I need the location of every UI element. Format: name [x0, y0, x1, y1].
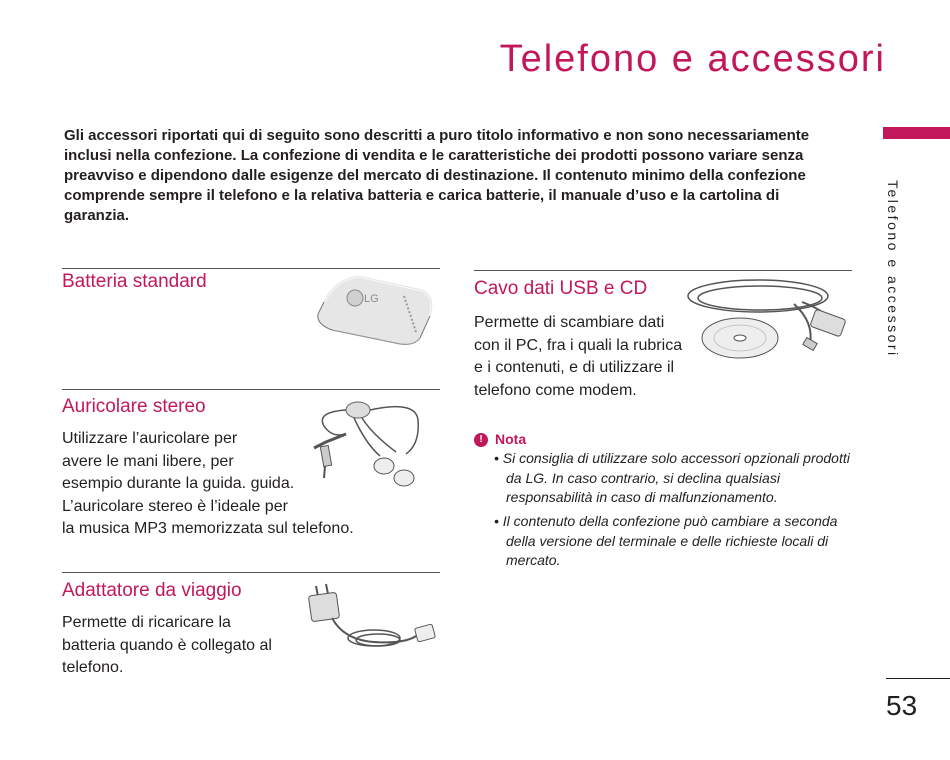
page-number: 53 [886, 690, 918, 721]
side-section-label: Telefono e accessori [885, 180, 901, 358]
earphone-illustration [306, 394, 438, 494]
earphone-line: la musica MP3 memorizzata sul telefono. [62, 520, 354, 537]
heading-usb-cable: Cavo dati USB e CD [474, 278, 648, 299]
charger-line: Permette di ricaricare la [62, 614, 231, 631]
earphone-line: avere le mani libere, per [62, 452, 234, 470]
heading-earphone: Auricolare stereo [62, 396, 206, 417]
note-item: • Si consiglia di utilizzare solo accessori opzionali prodotti da LG. In caso contrario, si declina qualsiasi responsabilità in caso di malfunzionamento. [494, 450, 850, 505]
heading-charger: Adattatore da viaggio [62, 580, 242, 601]
usb-cable-cd-illustration [684, 274, 852, 366]
charger-line: telefono. [62, 659, 124, 676]
page-number-rule [886, 678, 950, 679]
earphone-line: esempio durante la guida. guida. [62, 475, 295, 492]
charger-line: batteria quando è collegato al [62, 636, 272, 654]
travel-adapter-illustration [304, 580, 440, 660]
usb-line: e i contenuti, e di utilizzare il [474, 359, 675, 376]
earphone-line: Utilizzare l’auricolare per [62, 430, 238, 447]
intro-paragraph: Gli accessori riportati qui di seguito sono descritti a puro titolo informativo e non sono necessariamente inclusi nella confezione. La confezione di vendita e le caratteristiche dei prodotti possono variare senza preavviso e dipendono dalle esigenze del mercato di destinazione. Il contenuto minimo della confezione comprende sempre il telefono e la relativa batteria e carica batterie, il manuale d’uso e la cartolina di garanzia. [64, 127, 810, 224]
page-title: Telefono e accessori [499, 38, 886, 80]
note-item: • Il contenuto della confezione può cambiare a seconda della versione del terminale e delle richieste locali di mercato. [494, 513, 838, 568]
usb-line: telefono come modem. [474, 381, 637, 399]
side-tab-marker [883, 127, 950, 139]
section-rule-earphone [62, 389, 440, 390]
note-title: Nota [495, 431, 527, 447]
heading-battery: Batteria standard [62, 271, 207, 292]
section-rule-battery [62, 268, 440, 269]
usb-line: Permette di scambiare dati [474, 314, 665, 331]
section-rule-usb [474, 270, 852, 271]
battery-brand-logo: LG [364, 293, 379, 305]
charger-description [62, 612, 272, 680]
section-rule-charger [62, 572, 440, 573]
usb-cable-description [474, 312, 682, 402]
earphone-line: L’auricolare stereo è l’ideale per [62, 497, 288, 515]
battery-illustration [312, 272, 438, 348]
usb-line: con il PC, fra i quali la rubrica [474, 336, 683, 354]
warning-icon: ! [474, 433, 488, 447]
